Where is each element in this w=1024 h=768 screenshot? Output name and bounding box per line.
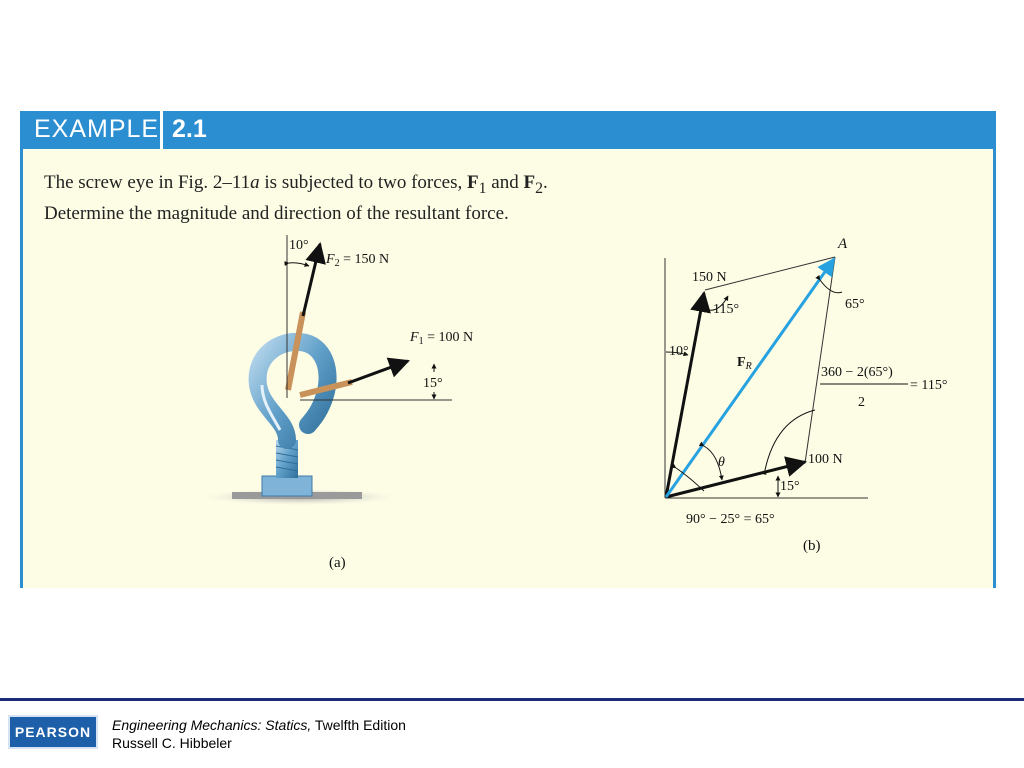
angle-115-label: 115° xyxy=(713,302,740,317)
f1-angle-label: 15° xyxy=(423,376,443,391)
f1-arrow xyxy=(348,361,408,383)
book-edition: Twelfth Edition xyxy=(311,717,406,733)
example-label: EXAMPLE xyxy=(34,115,160,143)
figure-a xyxy=(205,235,473,571)
f1-magnitude-label: 100 N xyxy=(808,452,843,467)
problem-text: is subjected to two forces, xyxy=(259,172,468,193)
f2-force-label: $F_2 = 150$ N xyxy=(326,252,390,269)
side-right xyxy=(805,257,835,463)
fraction-denominator: 2 xyxy=(858,395,865,410)
f2-subscript: 2 xyxy=(535,179,544,197)
hex-nut xyxy=(262,476,312,496)
f1-subscript: 1 xyxy=(478,179,487,197)
book-title-line xyxy=(112,716,406,734)
example-number: 2.1 xyxy=(172,115,207,143)
angle-10-arc xyxy=(289,263,309,266)
angle-10-label: 10° xyxy=(669,344,689,359)
fraction-result: = 115° xyxy=(910,378,948,393)
problem-text: . xyxy=(543,172,548,193)
f1-force-label: $F_1 = 100$ N xyxy=(410,330,474,347)
point-a-label: A xyxy=(838,236,848,252)
angle-65-label: 65° xyxy=(845,297,865,312)
f2-symbol: F xyxy=(523,172,536,193)
pearson-logo: PEARSON xyxy=(8,715,98,749)
f2-magnitude-label: 150 N xyxy=(692,270,727,285)
fig-letter: a xyxy=(250,172,260,193)
resultant-label: $F_R$ xyxy=(737,355,752,372)
footer-rule xyxy=(0,698,1024,701)
problem-line-2: Determine the magnitude and direction of the resultant force. xyxy=(44,202,509,224)
theta-label: θ xyxy=(718,455,725,470)
book-citation xyxy=(112,716,406,752)
figure-b xyxy=(665,236,947,554)
figure-a-caption: (a) xyxy=(329,555,346,571)
problem-text: The screw eye in Fig. 2–11 xyxy=(44,172,251,193)
f2-angle-label: 10° xyxy=(289,238,309,253)
f1-symbol: F xyxy=(467,172,479,193)
book-author: Russell C. Hibbeler xyxy=(112,735,232,751)
arc-65-bottom xyxy=(676,468,704,491)
angle-equation: 90° − 25° = 65° xyxy=(686,512,775,527)
problem-text: and xyxy=(486,172,524,193)
angle-15-label: 15° xyxy=(780,479,800,494)
figure-b-caption: (b) xyxy=(803,538,821,554)
book-title: Engineering Mechanics: Statics, xyxy=(112,717,312,733)
f2-arrow xyxy=(303,244,320,316)
f2-vector xyxy=(666,293,704,497)
fraction-numerator: 360 − 2(65°) xyxy=(821,365,893,380)
